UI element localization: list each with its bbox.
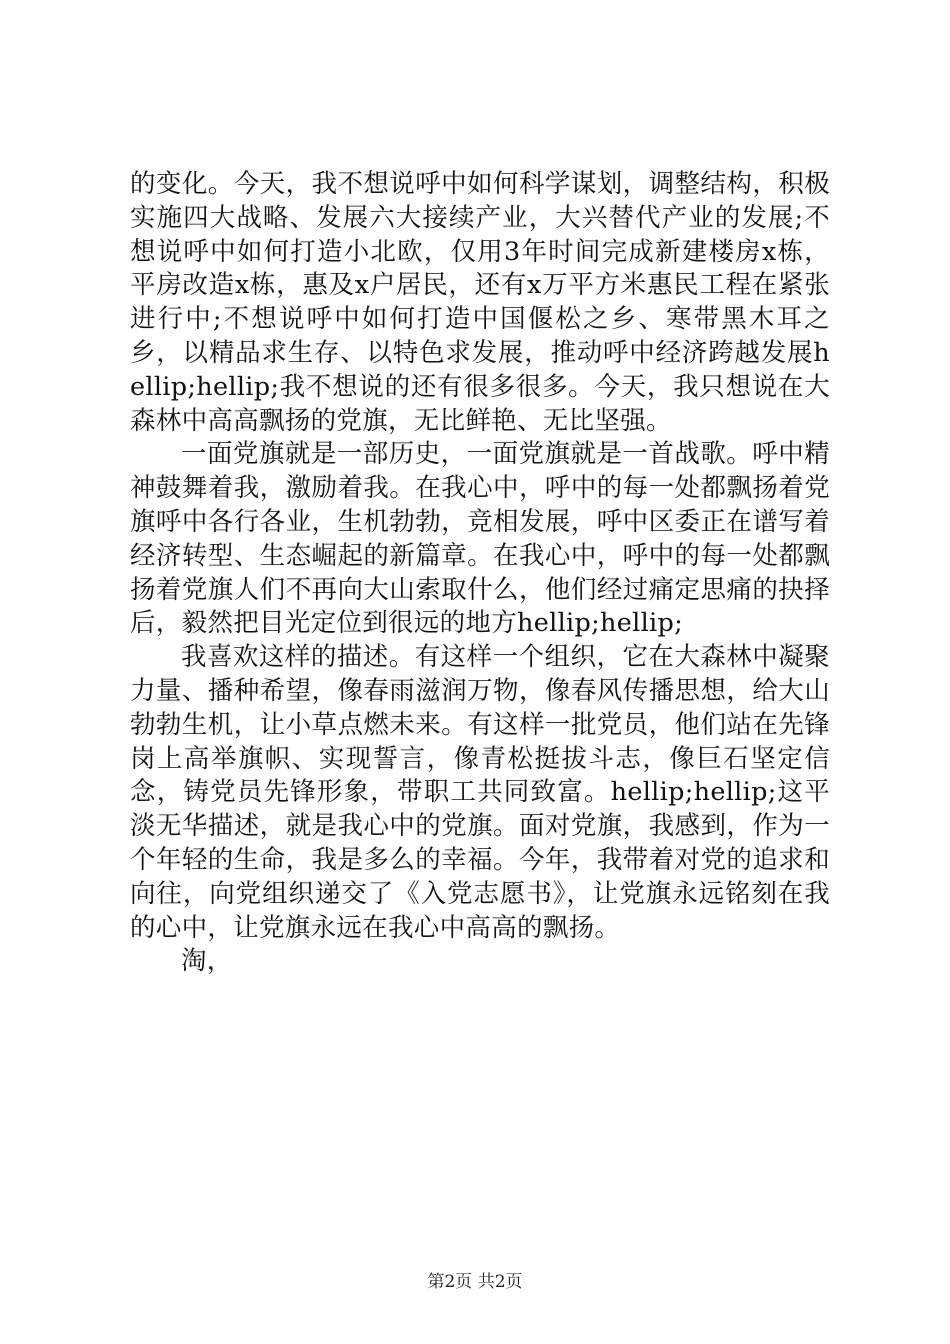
paragraph-fragment: 淘， xyxy=(181,946,233,977)
paragraph-continuation: 的变化。今天，我不想说呼中如何科学谋划，调整结构，积极实施四大战略、发展六大接续产业，大兴替代产业的发展;不想说呼中如何打造小北欧，仅用3年时间完成新建楼房x栋，平房改造x栋，惠及x户居民，还有x万平方米惠民工程在紧张进行中;不想说呼中如何打造中国偃松之乡、寒带黑木耳之乡，以精品求生存、以特色求发展，推动呼中经济跨越发展hellip;hellip;我不想说的还有很多很多。今天，我只想说在大森林中高高飘扬的党旗，无比鲜艳、无比坚强。 xyxy=(130,169,830,436)
paragraph-party-flag-history: 一面党旗就是一部历史，一面党旗就是一首战歌。呼中精神鼓舞着我，激励着我。在我心中，呼中的每一处都飘扬着党旗呼中各行各业，生机勃勃，竞相发展，呼中区委正在谱写着经济转型、生态崛起的新篇章。在我心中，呼中的每一处都飘扬着党旗人们不再向大山索取什么，他们经过痛定思痛的抉择后，毅然把目光定位到很远的地方hellip;hellip; xyxy=(130,439,830,639)
body-text xyxy=(130,168,830,979)
paragraph-description: 我喜欢这样的描述。有这样一个组织，它在大森林中凝聚力量、播种希望，像春雨滋润万物，像春风传播思想，给大山勃勃生机，让小草点燃未来。有这样一批党员，他们站在先锋岗上高举旗帜、实现誓言，像青松挺拔斗志，像巨石坚定信念，铸党员先锋形象，带职工共同致富。hellip;hellip;这平淡无华描述，就是我心中的党旗。面对党旗，我感到，作为一个年轻的生命，我是多么的幸福。今年，我带着对党的追求和向往，向党组织递交了《入党志愿书》，让党旗永远铭刻在我的心中，让党旗永远在我心中高高的飘扬。 xyxy=(130,642,830,943)
page-footer: 第2页 共2页 xyxy=(427,1272,523,1292)
